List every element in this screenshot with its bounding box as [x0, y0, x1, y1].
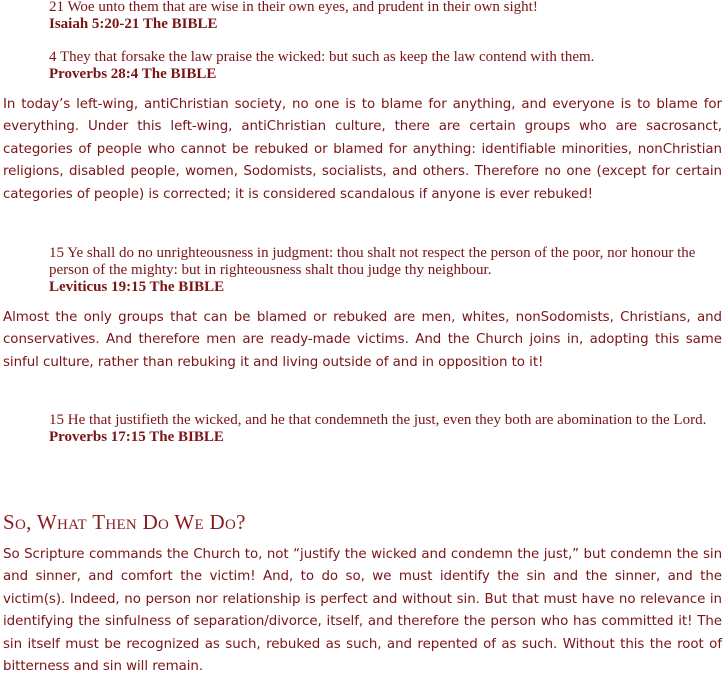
quote-verse: 15 Ye shall do no unrighteousness in judgment: thou shalt not respect the person of the poor, nor honour the person of the mighty: but in righteousness shalt thou judge thy neighbour.: [49, 245, 696, 278]
body-paragraph: Almost the only groups that can be blamed or rebuked are men, whites, nonSodomists, Christians, and conservatives. And therefore men are ready-made victims. And the Church joins in, adopting this same sinful culture, rather than rebuking it and living outside of and in opposition to it!: [3, 310, 722, 370]
scripture-quote: [49, 0, 709, 33]
section-heading: So, What Then Do We Do?: [3, 510, 246, 534]
quote-reference: Proverbs 28:4 The BIBLE: [49, 66, 217, 82]
scripture-quote: [49, 245, 709, 296]
scripture-quote: [49, 412, 709, 446]
quote-reference: Leviticus 19:15 The BIBLE: [49, 279, 225, 295]
quote-verse: 15 He that justifieth the wicked, and he that condemneth the just, even they both are abomination to the Lord.: [49, 412, 707, 428]
quote-verse: 4 They that forsake the law praise the wicked: but such as keep the law contend with them.: [49, 49, 595, 65]
body-paragraph: So Scripture commands the Church to, not “justify the wicked and condemn the just,” but condemn the sin and sinner, and comfort the victim! And, to do so, we must identify the sin and the sinner, and the victim(s). Indeed, no person nor relationship is perfect and without sin. But that must have no relevance in identifying the sinfulness of separation/divorce, itself, and therefore the person who has committed it! The sin itself must be recognized as such, rebuked as such, and repented of as such. Without this the root of bitterness and sin will remain.: [3, 547, 722, 675]
body-paragraph: In today’s left-wing, antiChristian society, no one is to blame for anything, and everyone is to blame for everything. Under this left-wing, antiChristian culture, there are certain groups who are sacrosanct, categories of people who cannot be rebuked or blamed for anything: identifiable minorities, nonChristian religions, disabled people, women, Sodomists, socialists, and others. Therefore no one (except for certain categories of people) is corrected; it is considered scandalous if anyone is ever rebuked!: [3, 97, 722, 202]
quote-verse: 21 Woe unto them that are wise in their own eyes, and prudent in their own sight!: [49, 0, 538, 15]
quote-reference: Isaiah 5:20-21 The BIBLE: [49, 16, 218, 32]
scripture-quote: [49, 49, 709, 83]
quote-reference: Proverbs 17:15 The BIBLE: [49, 429, 224, 445]
